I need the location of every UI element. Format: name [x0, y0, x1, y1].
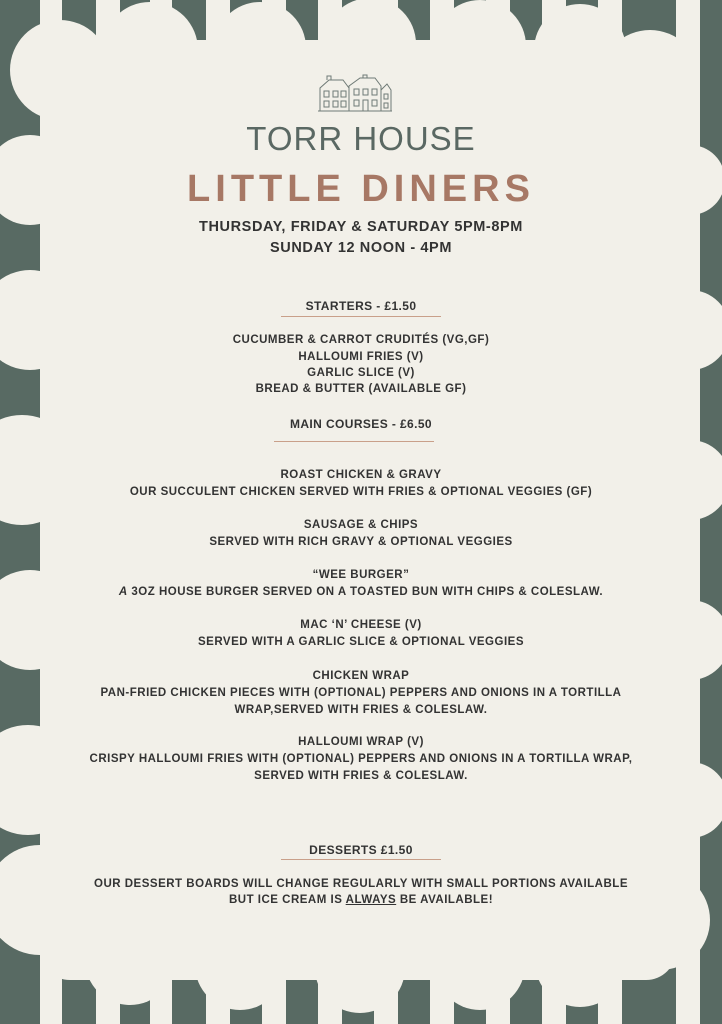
main-item-desc: PAN-FRIED CHICKEN PIECES WITH (OPTIONAL) PEPPERS AND ONIONS IN A TORTILLA [100, 687, 622, 699]
main-item-desc: WRAP,SERVED WITH FRIES & COLESLAW. [234, 704, 488, 716]
main-item-name: HALLOUMI WRAP (V) [298, 736, 424, 748]
desserts-desc: OUR DESSERT BOARDS WILL CHANGE REGULARLY WITH SMALL PORTIONS AVAILABLE [94, 878, 628, 890]
desserts-heading: DESSERTS £1.50 [309, 843, 413, 857]
menu-title: LITTLE DINERS [187, 168, 535, 210]
desserts-desc-emphasis: ALWAYS [345, 894, 397, 906]
main-item-name: MAC ‘N’ CHEESE (V) [300, 619, 422, 631]
main-item-name: SAUSAGE & CHIPS [303, 519, 419, 531]
mains-rule [274, 441, 434, 442]
mains-heading: MAIN COURSES - £6.50 [289, 417, 433, 431]
main-item-desc: CRISPY HALLOUMI FRIES WITH (OPTIONAL) PEPPERS AND ONIONS IN A TORTILLA WRAP, [89, 753, 633, 765]
main-item-desc [40, 584, 682, 601]
desserts-rule [281, 859, 441, 860]
starter-item: BREAD & BUTTER (AVAILABLE GF) [255, 383, 467, 395]
desserts-desc [40, 892, 682, 909]
main-item-desc-article: A [118, 586, 128, 598]
starter-item: GARLIC SLICE (V) [307, 367, 415, 379]
house-logo-icon [315, 74, 395, 114]
brand-name: TORR HOUSE [246, 120, 476, 157]
main-item-desc: OUR SUCCULENT CHICKEN SERVED WITH FRIES & OPTIONAL VEGGIES (GF) [129, 486, 593, 498]
opening-hours-weekday: THURSDAY, FRIDAY & SATURDAY 5PM-8PM [199, 219, 523, 235]
main-item-desc: SERVED WITH A GARLIC SLICE & OPTIONAL VEGGIES [197, 636, 524, 648]
main-item-desc: SERVED WITH FRIES & COLESLAW. [254, 770, 468, 782]
desserts-desc-post: BE AVAILABLE! [399, 894, 494, 906]
starter-item: CUCUMBER & CARROT CRUDITÉS (VG,GF) [232, 334, 490, 346]
starters-heading: STARTERS - £1.50 [305, 299, 417, 313]
starters-rule [281, 316, 441, 317]
main-item-desc-text: 3OZ HOUSE BURGER SERVED ON A TOASTED BUN WITH CHIPS & COLESLAW. [131, 586, 604, 598]
desserts-desc-pre: BUT ICE CREAM IS [228, 894, 343, 906]
main-item-name: “WEE BURGER” [312, 569, 410, 581]
starter-item: HALLOUMI FRIES (V) [298, 351, 424, 363]
opening-hours-sunday: SUNDAY 12 NOON - 4PM [269, 240, 453, 256]
main-item-name: CHICKEN WRAP [312, 670, 410, 682]
main-item-desc: SERVED WITH RICH GRAVY & OPTIONAL VEGGIES [209, 536, 513, 548]
main-item-name: ROAST CHICKEN & GRAVY [280, 469, 442, 481]
